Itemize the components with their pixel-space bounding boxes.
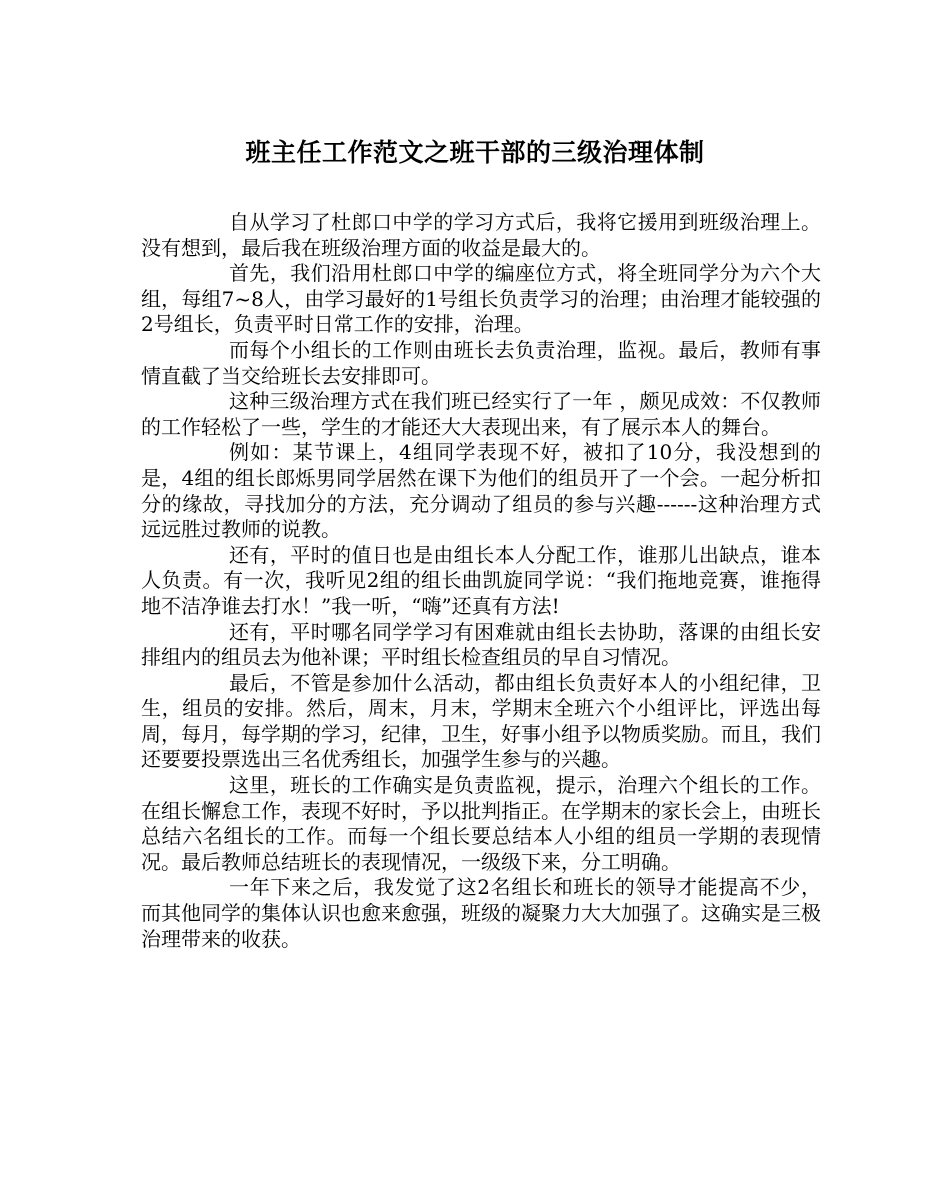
paragraph: 这种三级治理方式在我们班已经实行了一年 ，颇见成效：不仅教师的工作轻松了一些，学生的才能还大大表现出来，有了展示本人的舞台。 bbox=[141, 389, 821, 439]
paragraph: 这里，班长的工作确实是负责监视，提示，治理六个组长的工作。在组长懈怠工作，表现不好时，予以批判指正。在学期末的家长会上，由班长总结六名组长的工作。而每一个组长要总结本人小组的组员一学期的表现情况。最后教师总结班长的表现情况，一级级下来，分工明确。 bbox=[141, 773, 821, 874]
paragraph: 还有，平时的值日也是由组长本人分配工作，谁那儿出缺点，谁本人负责。有一次，我听见2组的组长曲凯旋同学说：“我们拖地竞赛，谁拖得地不洁净谁去打水！”我一听，“嗨”还真有方法! bbox=[141, 542, 821, 618]
paragraph: 例如：某节课上，4组同学表现不好，被扣了10分，我没想到的是，4组的组长郎烁男同学居然在课下为他们的组员开了一个会。一起分析扣分的缘故，寻找加分的方法，充分调动了组员的参与兴趣------这种治理方式远远胜过教师的说教。 bbox=[141, 440, 821, 542]
paragraph: 而每个小组长的工作则由班长去负责治理，监视。最后，教师有事情直截了当交给班长去安排即可。 bbox=[141, 337, 821, 388]
document-body bbox=[141, 210, 821, 952]
paragraph: 自从学习了杜郎口中学的学习方式后，我将它援用到班级治理上。没有想到，最后我在班级治理方面的收益是最大的。 bbox=[141, 210, 821, 260]
paragraph: 还有，平时哪名同学学习有困难就由组长去协助，落课的由组长安排组内的组员去为他补课；平时组长检查组员的早自习情况。 bbox=[141, 619, 821, 670]
paragraph: 一年下来之后，我发觉了这2名组长和班长的领导才能提高不少，而其他同学的集体认识也愈来愈强，班级的凝聚力大大加强了。这确实是三极治理带来的收获。 bbox=[141, 875, 821, 951]
paragraph: 首先，我们沿用杜郎口中学的编座位方式，将全班同学分为六个大组，每组7~8人，由学习最好的1号组长负责学习的治理；由治理才能较强的2号组长，负责平时日常工作的安排，治理。 bbox=[141, 261, 821, 337]
document-title: 班主任工作范文之班干部的三级治理体制 bbox=[245, 138, 705, 167]
paragraph: 最后，不管是参加什么活动，都由组长负责好本人的小组纪律，卫生，组员的安排。然后，周末，月末，学期末全班六个小组评比，评选出每周，每月，每学期的学习，纪律，卫生，好事小组予以物质奖励。而且，我们还要要投票选出三名优秀组长，加强学生参与的兴趣。 bbox=[141, 670, 821, 772]
